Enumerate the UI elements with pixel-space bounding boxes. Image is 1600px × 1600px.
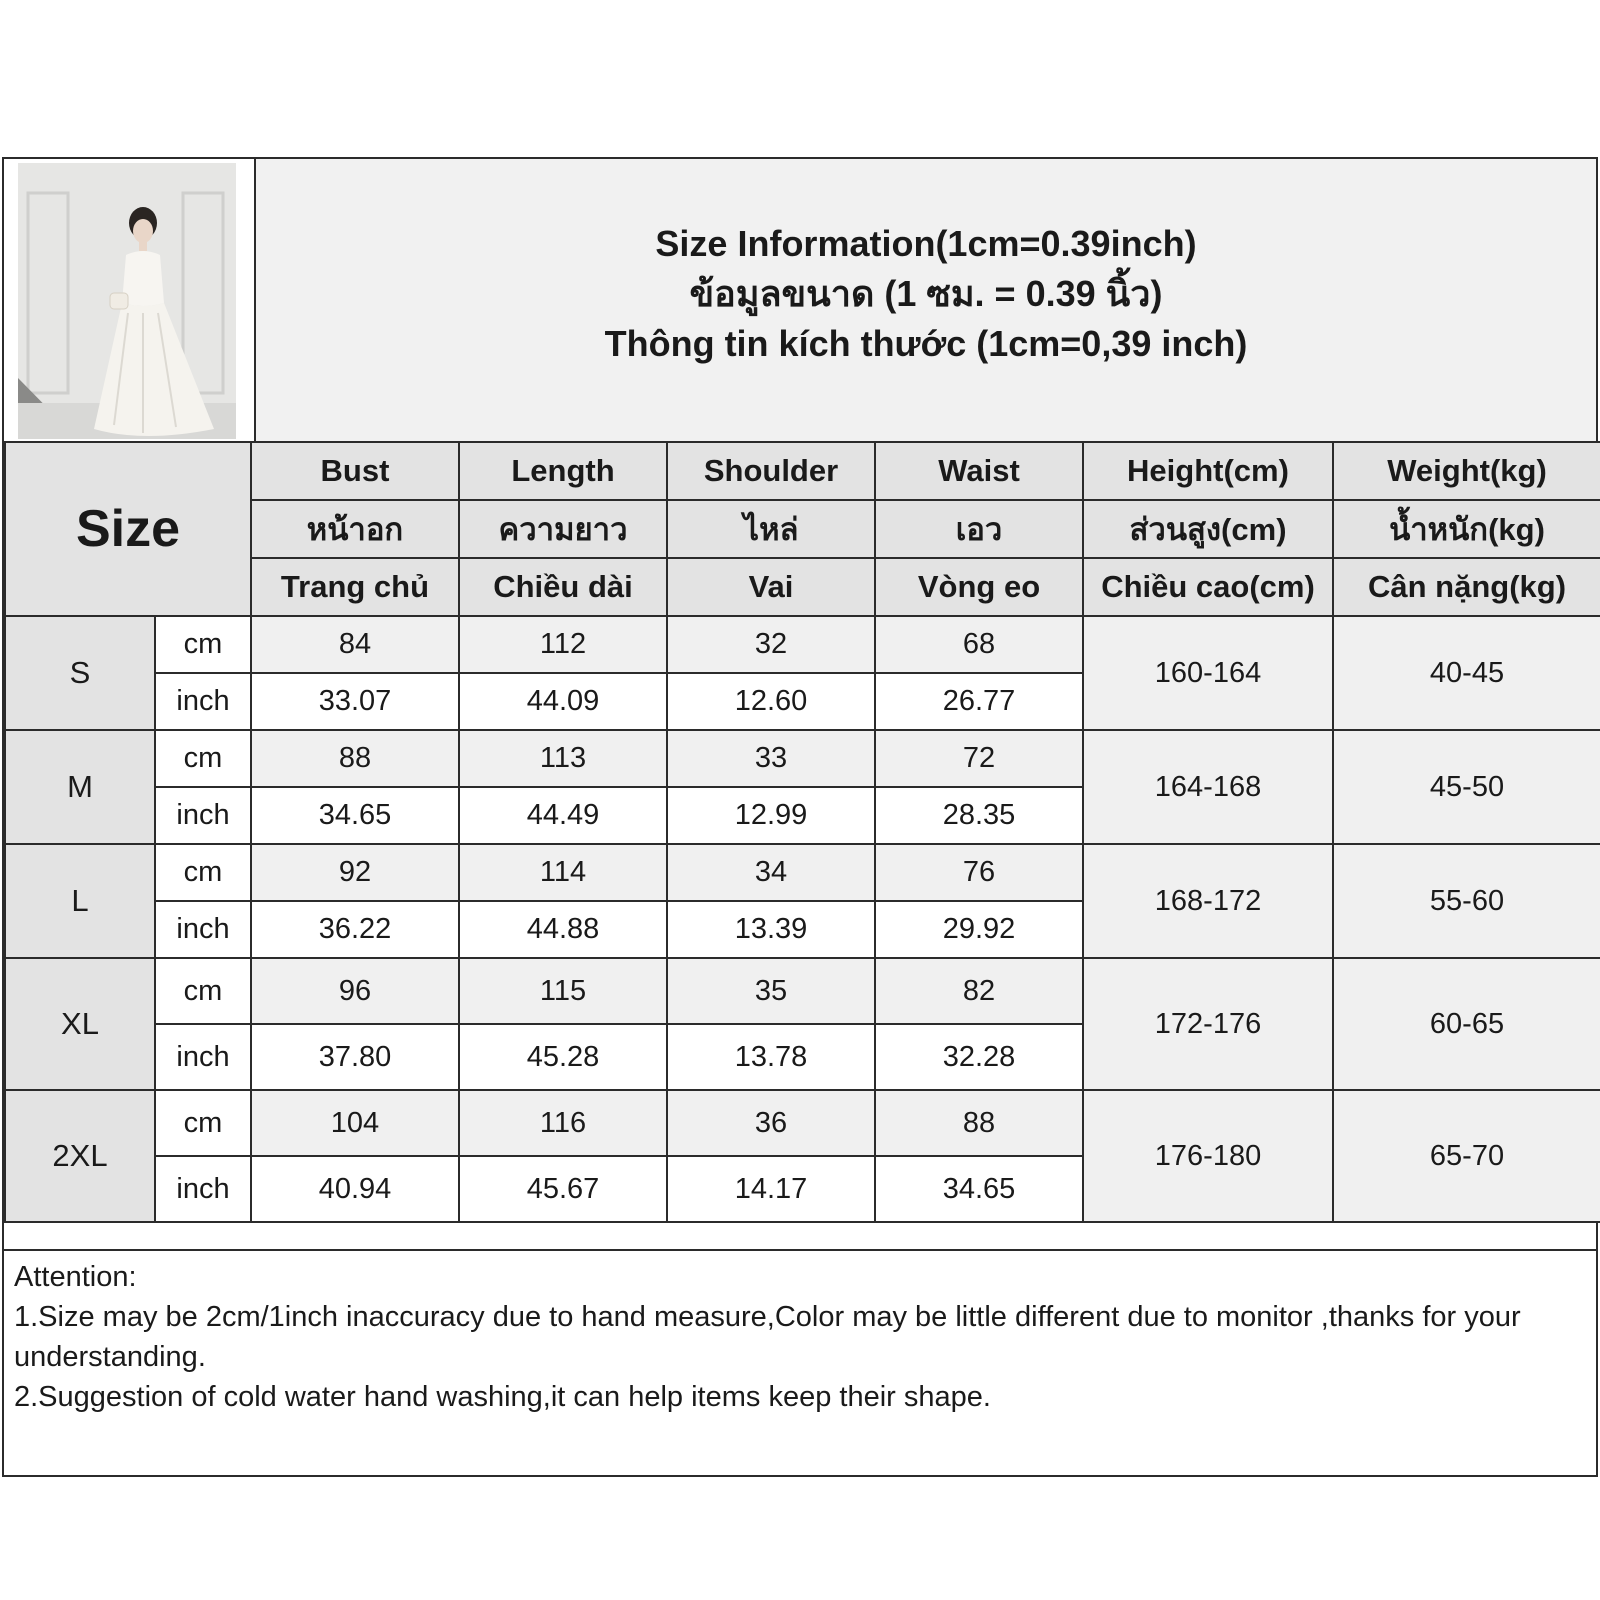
table-row [5,616,1600,673]
weight-range: 55-60 [1333,844,1600,958]
value-cell: 112 [459,616,667,673]
column-header: Weight(kg) [1333,442,1600,500]
value-cell: 13.78 [667,1024,875,1090]
value-cell: 96 [251,958,459,1024]
value-cell: 104 [251,1090,459,1156]
value-cell: 76 [875,844,1083,901]
column-header: Trang chủ [251,558,459,616]
attention-notes [4,1249,1596,1475]
product-photo [18,163,236,439]
value-cell: 12.60 [667,673,875,730]
value-cell: 26.77 [875,673,1083,730]
size-chart [2,157,1598,1477]
value-cell: 12.99 [667,787,875,844]
size-column-heading: Size [5,442,251,616]
value-cell: 44.09 [459,673,667,730]
value-cell: 34.65 [251,787,459,844]
note-line: 2.Suggestion of cold water hand washing,it can help items keep their shape. [14,1381,991,1413]
value-cell: 13.39 [667,901,875,958]
note-line: 1.Size may be 2cm/1inch inaccuracy due to hand measure,Color may be little different due to monitor ,thanks for your understanding. [14,1301,1521,1373]
value-cell: 116 [459,1090,667,1156]
value-cell: 68 [875,616,1083,673]
value-cell: 88 [251,730,459,787]
height-range: 168-172 [1083,844,1333,958]
column-header: Shoulder [667,442,875,500]
weight-range: 60-65 [1333,958,1600,1090]
unit-label: cm [155,1090,251,1156]
page-title [256,219,1596,369]
unit-label: inch [155,901,251,958]
column-header: ความยาว [459,500,667,558]
value-cell: 36.22 [251,901,459,958]
column-header: ไหล่ [667,500,875,558]
column-header: Cân nặng(kg) [1333,558,1600,616]
table-row [5,958,1600,1024]
column-header: เอว [875,500,1083,558]
value-cell: 37.80 [251,1024,459,1090]
value-cell: 36 [667,1090,875,1156]
value-cell: 32 [667,616,875,673]
size-label: S [5,616,155,730]
table-row [5,730,1600,787]
column-header: Height(cm) [1083,442,1333,500]
value-cell: 45.28 [459,1024,667,1090]
column-header: Vòng eo [875,558,1083,616]
table-row [5,844,1600,901]
height-range: 164-168 [1083,730,1333,844]
size-label: 2XL [5,1090,155,1222]
unit-label: inch [155,787,251,844]
value-cell: 32.28 [875,1024,1083,1090]
column-header: Vai [667,558,875,616]
weight-range: 40-45 [1333,616,1600,730]
value-cell: 115 [459,958,667,1024]
value-cell: 40.94 [251,1156,459,1222]
value-cell: 28.35 [875,787,1083,844]
size-label: L [5,844,155,958]
value-cell: 44.49 [459,787,667,844]
unit-label: cm [155,958,251,1024]
value-cell: 82 [875,958,1083,1024]
unit-label: cm [155,730,251,787]
column-header: ส่วนสูง(cm) [1083,500,1333,558]
value-cell: 44.88 [459,901,667,958]
value-cell: 34.65 [875,1156,1083,1222]
unit-label: cm [155,844,251,901]
value-cell: 84 [251,616,459,673]
value-cell: 114 [459,844,667,901]
column-header: Waist [875,442,1083,500]
column-header: Chiều dài [459,558,667,616]
value-cell: 14.17 [667,1156,875,1222]
value-cell: 35 [667,958,875,1024]
value-cell: 113 [459,730,667,787]
column-header: Length [459,442,667,500]
value-cell: 45.67 [459,1156,667,1222]
header-title-cell [254,159,1596,441]
weight-range: 65-70 [1333,1090,1600,1222]
value-cell: 34 [667,844,875,901]
unit-label: inch [155,673,251,730]
unit-label: inch [155,1156,251,1222]
size-label: XL [5,958,155,1090]
title-line-english: Size Information(1cm=0.39inch) [655,223,1197,264]
column-header: Chiều cao(cm) [1083,558,1333,616]
height-range: 172-176 [1083,958,1333,1090]
column-header: น้ำหนัก(kg) [1333,500,1600,558]
value-cell: 88 [875,1090,1083,1156]
height-range: 176-180 [1083,1090,1333,1222]
title-line-thai: ข้อมูลขนาด (1 ซม. = 0.39 นิ้ว) [689,273,1163,314]
header-row-english [5,442,1600,500]
table-row [5,1090,1600,1156]
value-cell: 29.92 [875,901,1083,958]
notes-heading: Attention: [14,1261,137,1293]
value-cell: 92 [251,844,459,901]
size-table [4,441,1600,1223]
value-cell: 33 [667,730,875,787]
title-line-vietnamese: Thông tin kích thước (1cm=0,39 inch) [604,323,1248,364]
height-range: 160-164 [1083,616,1333,730]
unit-label: cm [155,616,251,673]
unit-label: inch [155,1024,251,1090]
value-cell: 72 [875,730,1083,787]
column-header: หน้าอก [251,500,459,558]
size-label: M [5,730,155,844]
value-cell: 33.07 [251,673,459,730]
column-header: Bust [251,442,459,500]
weight-range: 45-50 [1333,730,1600,844]
